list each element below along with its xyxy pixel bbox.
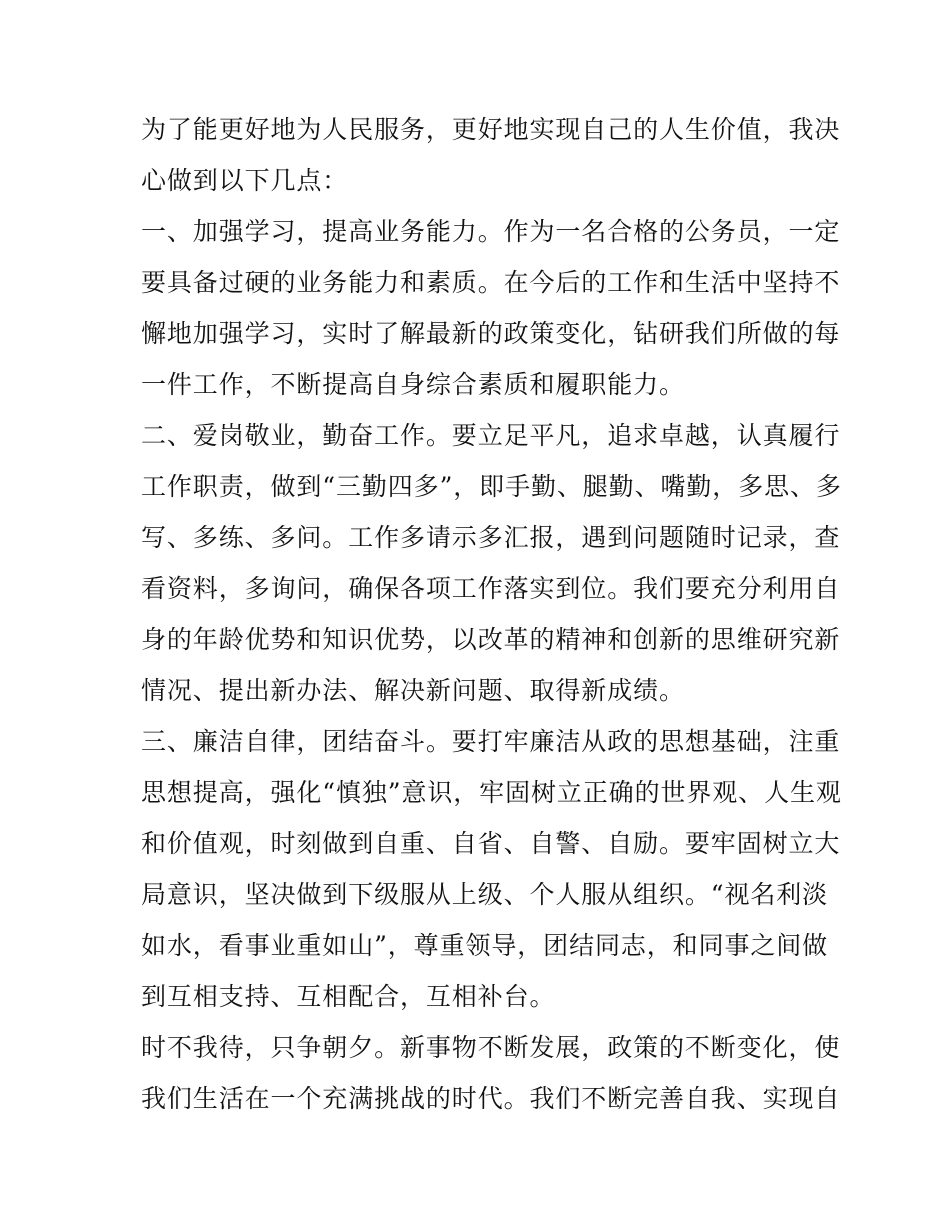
text-line: 局意识，坚决做到下级服从上级、个人服从组织。“视名利淡 [141, 880, 829, 909]
text-line: 我们生活在一个充满挑战的时代。我们不断完善自我、实现自 [141, 1084, 841, 1113]
text-line: 一、加强学习，提高业务能力。作为一名合格的公务员，一定 [141, 217, 841, 246]
text-line: 为了能更好地为人民服务，更好地实现自己的人生价值，我决 [141, 115, 841, 144]
text-line: 懈地加强学习，实时了解最新的政策变化，钻研我们所做的每 [141, 319, 841, 348]
text-line: 二、爱岗敬业，勤奋工作。要立足平凡，追求卓越，认真履行 [141, 421, 841, 450]
text-line: 要具备过硬的业务能力和素质。在今后的工作和生活中坚持不 [141, 268, 841, 297]
text-line: 写、多练、多问。工作多请示多汇报，遇到问题随时记录，查 [141, 523, 841, 552]
text-line: 情况、提出新办法、解决新问题、取得新成绩。 [141, 676, 685, 705]
text-line: 看资料，多询问，确保各项工作落实到位。我们要充分利用自 [141, 574, 841, 603]
text-line: 思想提高，强化“慎独”意识，牢固树立正确的世界观、人生观 [141, 778, 842, 807]
text-line: 三、廉洁自律，团结奋斗。要打牢廉洁从政的思想基础，注重 [141, 727, 841, 756]
text-line: 如水，看事业重如山”，尊重领导，团结同志，和同事之间做 [141, 931, 829, 960]
text-line: 到互相支持、互相配合，互相补台。 [141, 982, 556, 1011]
text-line: 心做到以下几点： [141, 166, 349, 195]
text-line: 一件工作，不断提高自身综合素质和履职能力。 [141, 370, 685, 399]
text-line: 时不我待，只争朝夕。新事物不断发展，政策的不断变化，使 [141, 1033, 841, 1062]
text-line: 工作职责，做到“三勤四多”，即手勤、腿勤、嘴勤，多思、多 [141, 472, 842, 501]
text-line: 身的年龄优势和知识优势，以改革的精神和创新的思维研究新 [141, 625, 841, 654]
text-line: 和价值观，时刻做到自重、自省、自警、自励。要牢固树立大 [141, 829, 841, 858]
